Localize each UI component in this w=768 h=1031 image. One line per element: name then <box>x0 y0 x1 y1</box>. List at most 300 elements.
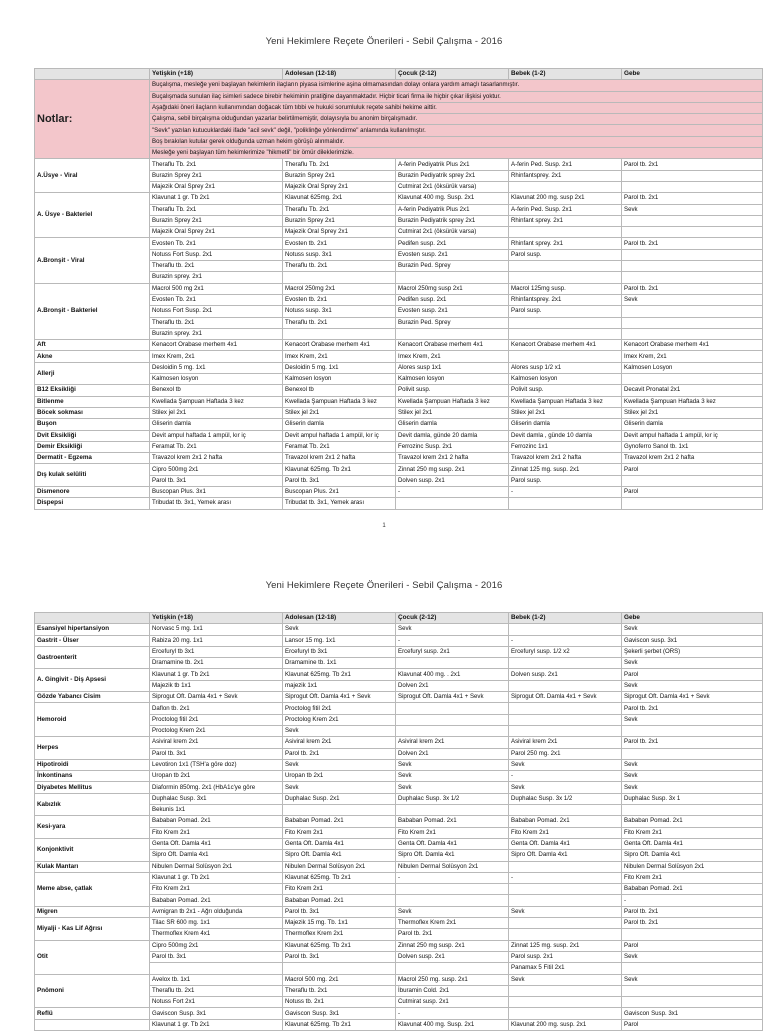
prescription-cell: Burazin Sprey 2x1 <box>150 170 283 181</box>
prescription-cell: Cipro 500mg 2x1 <box>150 940 283 951</box>
condition-label: A. Üsye - Bakteriel <box>35 193 150 238</box>
prescription-cell: Dolven susp. 2x1 <box>396 475 509 486</box>
prescription-cell <box>396 884 509 895</box>
condition-label: Hemoroid <box>35 703 150 737</box>
prescription-cell <box>509 272 622 283</box>
prescription-cell: Klavunat 400 mg. . 2x1 <box>396 669 509 680</box>
note-row <box>35 80 763 91</box>
prescription-cell <box>622 306 763 317</box>
prescription-cell: Fito Krem 2x1 <box>509 827 622 838</box>
page-title-2: Yeni Hekimlere Reçete Önerileri - Sebil Çalışma - 2016 <box>265 580 503 591</box>
notes-label: Notlar: <box>35 80 150 159</box>
prescription-cell: Nibulen Dermal Solüsyon 2x1 <box>396 861 509 872</box>
note-text: Mesleğe yeni başlayan tüm hekimlerimize "hikmetli" bir ömür dileklerimizle. <box>150 148 763 159</box>
prescription-cell: Duphalac Susp. 3x 1 <box>622 793 763 804</box>
prescription-cell <box>622 374 763 385</box>
prescription-cell: Parol tb. 2x1 <box>283 748 396 759</box>
condition-label: Pnömoni <box>35 974 150 1008</box>
prescription-cell: Kwellada Şampuan Haftada 3 kez <box>396 396 509 407</box>
prescription-cell <box>622 181 763 192</box>
table-row <box>35 464 763 475</box>
prescription-cell: Parol tb. 3x1 <box>150 475 283 486</box>
prescription-cell: Sipro Oft. Damla 4x1 <box>283 850 396 861</box>
prescription-cell <box>396 658 509 669</box>
prescription-cell: Theraflu Tb. 2x1 <box>150 159 283 170</box>
page-number: 1 <box>382 523 386 529</box>
prescription-cell <box>396 714 509 725</box>
prescription-cell: Siprogut Oft. Damla 4x1 + Sevk <box>509 692 622 703</box>
prescription-cell: Sevk <box>396 624 509 635</box>
prescription-cell: Gaviscon Susp. 3x1 <box>283 1008 396 1019</box>
table-row <box>35 193 763 204</box>
prescription-cell: Kenacort Orabase merhem 4x1 <box>150 340 283 351</box>
prescription-cell: - <box>396 635 509 646</box>
prescription-cell: Bababan Pomad. 2x1 <box>622 816 763 827</box>
prescription-cell: Feramat Tb. 2x1 <box>150 441 283 452</box>
prescription-cell: Bababan Pomad. 2x1 <box>150 816 283 827</box>
table-row <box>35 453 763 464</box>
prescription-cell: Parol <box>622 486 763 497</box>
prescription-cell: A-ferin Pediyatrik Plus 2x1 <box>396 204 509 215</box>
condition-label: Dvit Eksikliği <box>35 430 150 441</box>
prescription-cell: Parol susp. 2x1 <box>509 951 622 962</box>
prescription-cell: Majezik Oral Sprey 2x1 <box>283 181 396 192</box>
column-header <box>35 613 150 624</box>
column-header: Gebe <box>622 613 763 624</box>
prescription-cell <box>622 215 763 226</box>
prescription-cell: Sevk <box>622 624 763 635</box>
prescription-cell: Ferrozinc 1x1 <box>509 441 622 452</box>
prescription-cell: Norvasc 5 mg. 1x1 <box>150 624 283 635</box>
table-row <box>35 396 763 407</box>
prescription-cell: Thermoflex Krem 2x1 <box>396 918 509 929</box>
prescription-cell: Benexol tb <box>283 385 396 396</box>
prescription-cell <box>396 703 509 714</box>
prescription-cell: Macrol 250mg susp 2x1 <box>396 283 509 294</box>
prescription-cell <box>283 272 396 283</box>
prescription-cell: Proctolog Krem 2x1 <box>283 714 396 725</box>
prescription-cell: Evosten susp. 2x1 <box>396 249 509 260</box>
condition-label: Migren <box>35 906 150 917</box>
table-row <box>35 419 763 430</box>
prescription-cell <box>622 929 763 940</box>
prescription-cell: Klavunat 625mg. Tb 2x1 <box>283 872 396 883</box>
prescription-cell <box>509 884 622 895</box>
prescription-cell <box>622 170 763 181</box>
prescription-cell: Majezik Oral Sprey 2x1 <box>150 227 283 238</box>
prescription-cell: Theraflu tb. 2x1 <box>150 317 283 328</box>
prescription-cell: Tribudat tb. 3x1, Yemek arası <box>150 498 283 509</box>
prescription-cell <box>509 658 622 669</box>
prescription-cell: Sipro Oft. Damla 4x1 <box>509 850 622 861</box>
prescription-cell: majezik 1x1 <box>283 680 396 691</box>
condition-label: Esansiyel hipertansiyon <box>35 624 150 635</box>
prescription-cell: Majezik Oral Sprey 2x1 <box>283 227 396 238</box>
prescription-cell: Şekerli şerbet (ORS) <box>622 646 763 657</box>
condition-label: Buşon <box>35 419 150 430</box>
prescription-cell: İburamin Cold. 2x1 <box>396 985 509 996</box>
prescription-cell: Notuss susp. 3x1 <box>283 249 396 260</box>
prescription-cell: Imex Krem, 2x1 <box>283 351 396 362</box>
prescription-cell: Stilex jel 2x1 <box>509 407 622 418</box>
condition-label: Dış kulak selüliti <box>35 464 150 487</box>
prescription-cell: Pedifen susp. 2x1 <box>396 238 509 249</box>
table-row <box>35 385 763 396</box>
recete-table <box>34 612 763 1031</box>
prescription-cell: Sevk <box>622 782 763 793</box>
prescription-cell: Burazin Sprey 2x1 <box>150 215 283 226</box>
prescription-cell: Parol tb. 2x1 <box>622 159 763 170</box>
prescription-cell: Polivit susp. <box>396 385 509 396</box>
prescription-cell: Burazin sprey. 2x1 <box>150 328 283 339</box>
prescription-cell: Siprogut Oft. Damla 4x1 + Sevk <box>622 692 763 703</box>
note-text: Çalışma, sebil birçalışma olduğundan yazarlar belirtilmemiştir, dolayısıyla bu anonim birçalışmadır. <box>150 114 763 125</box>
note-text: "Sevk" yazılan kutucuklardaki ifade "acil sevk" değil, "poliklinğe yönlendirme" anlamında kullanılmıştır. <box>150 125 763 136</box>
prescription-cell: A-ferin Ped. Susp. 2x1 <box>509 159 622 170</box>
prescription-cell: Travazol krem 2x1 2 hafta <box>622 453 763 464</box>
prescription-cell <box>622 317 763 328</box>
prescription-cell: Parol tb. 3x1 <box>283 951 396 962</box>
prescription-cell <box>509 1008 622 1019</box>
prescription-cell: Cipro 500mg 2x1 <box>150 464 283 475</box>
table-row <box>35 635 763 646</box>
prescription-cell: Burazin Pediyatrik sprey 2x1 <box>396 170 509 181</box>
column-header: Adolesan (12-18) <box>283 613 396 624</box>
prescription-cell <box>509 498 622 509</box>
condition-label: Miyalji - Kas Lif Ağrısı <box>35 918 150 941</box>
prescription-cell: Gliserin damla <box>150 419 283 430</box>
prescription-cell: Polivit susp. <box>509 385 622 396</box>
note-text: Buçalışmada sunulan ilaç isimleri sadece birebir hekiminin pratiğine dayanmaktadır. Hiçbir ticari firma ile hiçbir çıkar ilişkisi yoktur. <box>150 91 763 102</box>
prescription-cell: Rhinfant sprey. 2x1 <box>509 238 622 249</box>
table-row <box>35 816 763 827</box>
table-row <box>35 486 763 497</box>
table-row <box>35 906 763 917</box>
prescription-cell <box>509 703 622 714</box>
prescription-cell: Travazol krem 2x1 2 hafta <box>283 453 396 464</box>
prescription-cell: Sevk <box>283 759 396 770</box>
prescription-cell: - <box>509 486 622 497</box>
prescription-cell: Ercefuryl tb 3x1 <box>150 646 283 657</box>
table-row <box>35 340 763 351</box>
prescription-cell: Daflon tb. 2x1 <box>150 703 283 714</box>
column-header: Yetişkin (+18) <box>150 69 283 80</box>
column-header: Gebe <box>622 69 763 80</box>
prescription-cell: Parol tb. 2x1 <box>622 918 763 929</box>
prescription-cell <box>283 963 396 974</box>
prescription-cell: Klavunat 1 gr. Tb 2x1 <box>150 872 283 883</box>
prescription-cell: Parol <box>622 464 763 475</box>
table-row <box>35 974 763 985</box>
prescription-cell: Bekunis 1x1 <box>150 805 283 816</box>
prescription-cell: Gaviscon Susp. 3x1 <box>622 1008 763 1019</box>
prescription-cell: Majezik 15 mg. Tb. 1x1 <box>283 918 396 929</box>
prescription-cell: Parol tb. 2x1 <box>622 238 763 249</box>
prescription-cell: Klavunat 625mg. Tb 2x1 <box>283 1019 396 1030</box>
prescription-cell: Travazol krem 2x1 2 hafta <box>509 453 622 464</box>
table-row <box>35 238 763 249</box>
prescription-cell: Dolven susp. 2x1 <box>396 951 509 962</box>
prescription-cell: Genta Oft. Damla 4x1 <box>622 838 763 849</box>
prescription-cell: A-ferin Pediyatrik Plus 2x1 <box>396 159 509 170</box>
prescription-cell: Kenacort Orabase merhem 4x1 <box>509 340 622 351</box>
prescription-cell: Zinnat 250 mg susp. 2x1 <box>396 940 509 951</box>
condition-label: Dermatit - Egzema <box>35 453 150 464</box>
condition-label: Bitlenme <box>35 396 150 407</box>
condition-label: Hipotiroidi <box>35 759 150 770</box>
prescription-cell: Siprogut Oft. Damla 4x1 + Sevk <box>283 692 396 703</box>
prescription-cell: Uropan tb 2x1 <box>150 771 283 782</box>
prescription-cell <box>509 918 622 929</box>
prescription-cell: Parol <box>622 1019 763 1030</box>
condition-label: A.Üsye - Viral <box>35 159 150 193</box>
prescription-cell: Panamax 5 Fitil 2x1 <box>509 963 622 974</box>
prescription-cell: Siprogut Oft. Damla 4x1 + Sevk <box>150 692 283 703</box>
prescription-cell: Asiviral krem 2x1 <box>283 737 396 748</box>
prescription-cell: Gliserin damla <box>622 419 763 430</box>
prescription-cell <box>509 895 622 906</box>
prescription-cell: - <box>509 635 622 646</box>
column-header: Bebek (1-2) <box>509 69 622 80</box>
prescription-cell <box>509 181 622 192</box>
prescription-cell <box>622 997 763 1008</box>
prescription-cell: Sevk <box>509 759 622 770</box>
table-row <box>35 1008 763 1019</box>
prescription-cell <box>622 498 763 509</box>
prescription-cell: Desloidin 5 mg. 1x1 <box>150 362 283 373</box>
prescription-cell: Devit ampul haftada 1 ampül, kır iç <box>283 430 396 441</box>
prescription-cell: Notuss tb. 2x1 <box>283 997 396 1008</box>
prescription-cell: Bababan Pomad. 2x1 <box>283 816 396 827</box>
prescription-cell: Kalmosen losyon <box>509 374 622 385</box>
column-header: Bebek (1-2) <box>509 613 622 624</box>
prescription-cell: Ercefuryl susp. 1/2 x2 <box>509 646 622 657</box>
prescription-cell: Levotiron 1x1 (TSH'a göre doz) <box>150 759 283 770</box>
prescription-cell: Burazin sprey. 2x1 <box>150 272 283 283</box>
prescription-cell <box>396 805 509 816</box>
condition-label: Otit <box>35 940 150 974</box>
condition-label: Dispepsi <box>35 498 150 509</box>
prescription-cell: Imex Krem, 2x1 <box>396 351 509 362</box>
prescription-cell: Kwellada Şampuan Haftada 3 kez <box>283 396 396 407</box>
prescription-cell: Klavunat 400 mg. Susp. 2x1 <box>396 193 509 204</box>
table-row <box>35 918 763 929</box>
prescription-cell: Avmigran tb 2x1 - Ağrı olduğunda <box>150 906 283 917</box>
prescription-cell: Diaformin 850mg. 2x1 (HbA1c'ye göre <box>150 782 283 793</box>
table-row <box>35 703 763 714</box>
prescription-cell: Sevk <box>622 680 763 691</box>
prescription-cell: Sevk <box>622 771 763 782</box>
prescription-cell: Duphalac Susp. 3x 1/2 <box>509 793 622 804</box>
table-row <box>35 351 763 362</box>
prescription-cell <box>396 328 509 339</box>
prescription-cell: Majezik tb 1x1 <box>150 680 283 691</box>
table-row <box>35 159 763 170</box>
prescription-cell: Dolven 2x1 <box>396 748 509 759</box>
prescription-cell: Gynoferro Sanol tb. 1x1 <box>622 441 763 452</box>
recete-table <box>34 68 763 510</box>
condition-label: Herpes <box>35 737 150 760</box>
prescription-cell: Sevk <box>396 771 509 782</box>
prescription-cell: Klavunat 1 gr. Tb 2x1 <box>150 669 283 680</box>
prescription-cell <box>622 725 763 736</box>
prescription-cell: Bababan Pomad. 2x1 <box>283 895 396 906</box>
prescription-cell: Parol susp. <box>509 249 622 260</box>
condition-label: Demir Eksikliği <box>35 441 150 452</box>
prescription-cell: A-ferin Ped. Susp. 2x1 <box>509 204 622 215</box>
prescription-cell: Parol <box>622 940 763 951</box>
table-row <box>35 430 763 441</box>
prescription-cell: Rabiza 20 mg. 1x1 <box>150 635 283 646</box>
table-row <box>35 441 763 452</box>
prescription-cell: Ercefuryl susp. 2x1 <box>396 646 509 657</box>
prescription-cell: Rhinfantsprey. 2x1 <box>509 294 622 305</box>
prescription-cell: Burazin Sprey 2x1 <box>283 215 396 226</box>
prescription-cell: Macrol 500 mg 2x1 <box>150 283 283 294</box>
prescription-cell: Ercefuryl tb 3x1 <box>283 646 396 657</box>
condition-label: Aft <box>35 340 150 351</box>
prescription-cell: Gaviscon Susp. 3x1 <box>150 1008 283 1019</box>
page-title: Yeni Hekimlere Reçete Önerileri - Sebil Çalışma - 2016 <box>265 36 503 47</box>
prescription-cell: Asiviral krem 2x1 <box>509 737 622 748</box>
table-row <box>35 861 763 872</box>
prescription-cell: Klavunat 625mg. 2x1 <box>283 193 396 204</box>
prescription-cell: Evosten tb. 2x1 <box>283 238 396 249</box>
prescription-cell: Bababan Pomad. 2x1 <box>509 816 622 827</box>
prescription-cell: Kenacort Orabase merhem 4x1 <box>396 340 509 351</box>
prescription-cell: Sevk <box>622 759 763 770</box>
prescription-cell <box>396 963 509 974</box>
prescription-cell: Bababan Pomad. 2x1 <box>396 816 509 827</box>
prescription-cell: Klavunat 400 mg. Susp. 2x1 <box>396 1019 509 1030</box>
table-row <box>35 692 763 703</box>
prescription-cell: Feramat Tb. 2x1 <box>283 441 396 452</box>
prescription-cell: Fito Krem 2x1 <box>622 827 763 838</box>
prescription-cell <box>396 895 509 906</box>
prescription-cell: Pedifen susp. 2x1 <box>396 294 509 305</box>
prescription-cell: Rhinfant sprey. 2x1 <box>509 215 622 226</box>
prescription-cell: Sipro Oft. Damla 4x1 <box>150 850 283 861</box>
prescription-cell: Stilex jel 2x1 <box>150 407 283 418</box>
prescription-cell: Sevk <box>396 759 509 770</box>
prescription-cell: Parol tb. 3x1 <box>283 475 396 486</box>
prescription-cell: Kalmosen Losyon <box>622 362 763 373</box>
prescription-cell: Theraflu tb. 2x1 <box>283 985 396 996</box>
prescription-cell: Sipro Oft. Damla 4x1 <box>622 850 763 861</box>
header-row <box>35 69 763 80</box>
prescription-cell: Gliserin damla <box>396 419 509 430</box>
prescription-cell: Sevk <box>283 725 396 736</box>
prescription-cell: Fito Krem 2x1 <box>622 872 763 883</box>
prescription-cell: Kenacort Orabase merhem 4x1 <box>283 340 396 351</box>
prescription-cell: Cutmirat susp. 2x1 <box>396 997 509 1008</box>
prescription-cell: Notuss Fort 2x1 <box>150 997 283 1008</box>
condition-label: Kulak Mantarı <box>35 861 150 872</box>
prescription-cell: Travazol krem 2x1 2 hafta <box>396 453 509 464</box>
prescription-cell <box>509 227 622 238</box>
table-row <box>35 759 763 770</box>
condition-label: Reflü <box>35 1008 150 1019</box>
prescription-cell: Sevk <box>396 906 509 917</box>
prescription-cell: Decavit Pronatal 2x1 <box>622 385 763 396</box>
condition-label: İnkontinans <box>35 771 150 782</box>
table-row <box>35 872 763 883</box>
prescription-cell: Fito Krem 2x1 <box>283 827 396 838</box>
prescription-cell: Thermoflex Krem 2x1 <box>283 929 396 940</box>
prescription-cell: Parol tb. 2x1 <box>396 929 509 940</box>
prescription-cell <box>150 963 283 974</box>
prescription-cell: Asiviral krem 2x1 <box>396 737 509 748</box>
prescription-cell: Parol 250 mg. 2x1 <box>509 748 622 759</box>
prescription-cell: Devit ampul haftada 1 ampül, kır iç <box>622 430 763 441</box>
prescription-cell: Kenacort Orabase merhem 4x1 <box>622 340 763 351</box>
column-header: Çocuk (2-12) <box>396 69 509 80</box>
prescription-cell: - <box>396 486 509 497</box>
prescription-cell: Klavunat 200 mg. susp. 2x1 <box>509 1019 622 1030</box>
prescription-cell <box>509 680 622 691</box>
prescription-cell: Klavunat 1 gr. Tb 2x1 <box>150 1019 283 1030</box>
prescription-cell: Kalmosen losyon <box>396 374 509 385</box>
prescription-cell: Theraflu tb. 2x1 <box>283 317 396 328</box>
prescription-cell: Fito Krem 2x1 <box>396 827 509 838</box>
prescription-cell: Devit damla, günde 20 damla <box>396 430 509 441</box>
prescription-cell: Gaviscon susp. 3x1 <box>622 635 763 646</box>
prescription-cell: Fito Krem 2x1 <box>283 884 396 895</box>
prescription-cell: Sevk <box>622 204 763 215</box>
prescription-cell: Imex Krem, 2x1 <box>150 351 283 362</box>
condition-label: Kabızlık <box>35 793 150 816</box>
prescription-cell: Nibulen Dermal Solüsyon 2x1 <box>150 861 283 872</box>
table-row <box>35 624 763 635</box>
prescription-cell: Parol tb. 2x1 <box>622 737 763 748</box>
prescription-cell <box>622 272 763 283</box>
prescription-cell <box>509 714 622 725</box>
prescription-cell <box>509 861 622 872</box>
prescription-cell: - <box>509 872 622 883</box>
table-row <box>35 737 763 748</box>
table-row <box>35 1019 763 1030</box>
prescription-cell: Evosten Tb. 2x1 <box>150 238 283 249</box>
prescription-cell: Siprogut Oft. Damla 4x1 + Sevk <box>396 692 509 703</box>
prescription-cell: Parol <box>622 669 763 680</box>
prescription-cell <box>509 317 622 328</box>
prescription-cell: Parol tb. 2x1 <box>622 283 763 294</box>
prescription-cell: Macrol 250mg 2x1 <box>283 283 396 294</box>
prescription-cell: Zinnat 250 mg susp. 2x1 <box>396 464 509 475</box>
table-row <box>35 838 763 849</box>
prescription-cell: Sevk <box>622 294 763 305</box>
prescription-cell: Gliserin damla <box>283 419 396 430</box>
condition-label: Böcek sokması <box>35 407 150 418</box>
prescription-cell: Kwellada Şampuan Haftada 3 kez <box>622 396 763 407</box>
prescription-cell: Ferrozinc Susp. 2x1 <box>396 441 509 452</box>
prescription-cell: Theraflu Tb. 2x1 <box>283 204 396 215</box>
condition-label: Diyabetes Mellitus <box>35 782 150 793</box>
prescription-cell: Zinnat 125 mg. susp. 2x1 <box>509 940 622 951</box>
prescription-cell: Avelox tb. 1x1 <box>150 974 283 985</box>
prescription-table-page-2 <box>0 612 768 1031</box>
prescription-cell <box>396 725 509 736</box>
prescription-cell: Fito Krem 2x1 <box>150 827 283 838</box>
prescription-cell: Burazin Ped. Sprey <box>396 317 509 328</box>
prescription-cell <box>622 748 763 759</box>
prescription-cell <box>396 498 509 509</box>
column-header: Yetişkin (+18) <box>150 613 283 624</box>
prescription-cell: Parol tb. 3x1 <box>283 906 396 917</box>
prescription-cell: Thermoflex Krem 4x1 <box>150 929 283 940</box>
prescription-cell: Klavunat 625mg. Tb 2x1 <box>283 464 396 475</box>
prescription-cell: Stilex jel 2x1 <box>396 407 509 418</box>
